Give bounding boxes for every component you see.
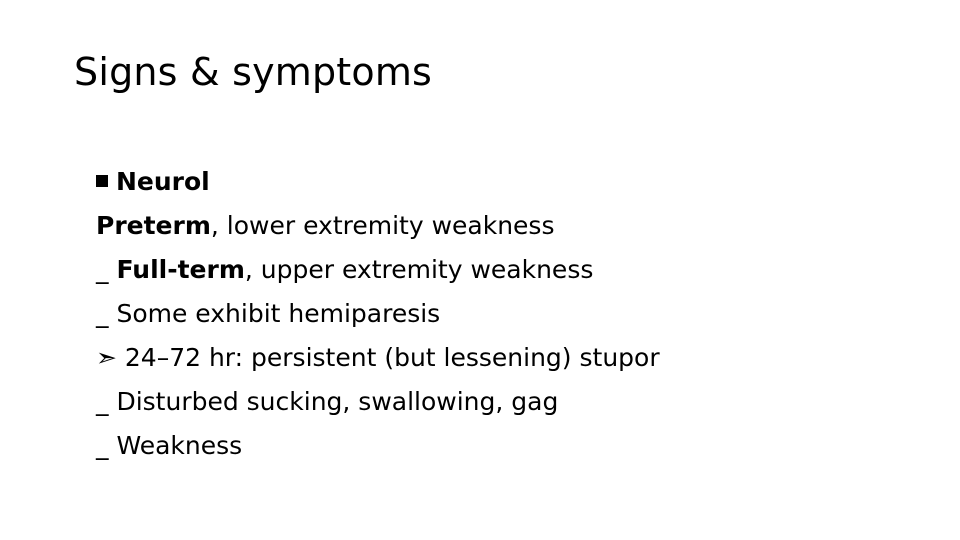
line-bold-term: Preterm xyxy=(96,211,211,240)
list-item-preterm xyxy=(96,204,936,248)
line-rest: , lower extremity weakness xyxy=(210,211,555,240)
list-item-sucking: _ Disturbed sucking, swallowing, gag xyxy=(96,387,559,416)
list-item-weakness: _ Weakness xyxy=(96,431,243,460)
line-prefix: _ xyxy=(96,255,117,284)
line-bold-term: Full-term xyxy=(116,255,245,284)
square-bullet-icon xyxy=(96,175,108,187)
list-item-stupor: ➣ 24–72 hr: persistent (but lessening) stupor xyxy=(96,343,660,372)
bullet-heading: Neurol xyxy=(116,167,210,196)
line-rest: , upper extremity weakness xyxy=(244,255,594,284)
list-item-full-term xyxy=(96,248,936,292)
slide-title: Signs & symptoms xyxy=(74,50,433,94)
bullet-item-neurol xyxy=(96,160,936,204)
list-item-hemiparesis: _ Some exhibit hemiparesis xyxy=(96,299,441,328)
slide-body xyxy=(96,160,936,468)
